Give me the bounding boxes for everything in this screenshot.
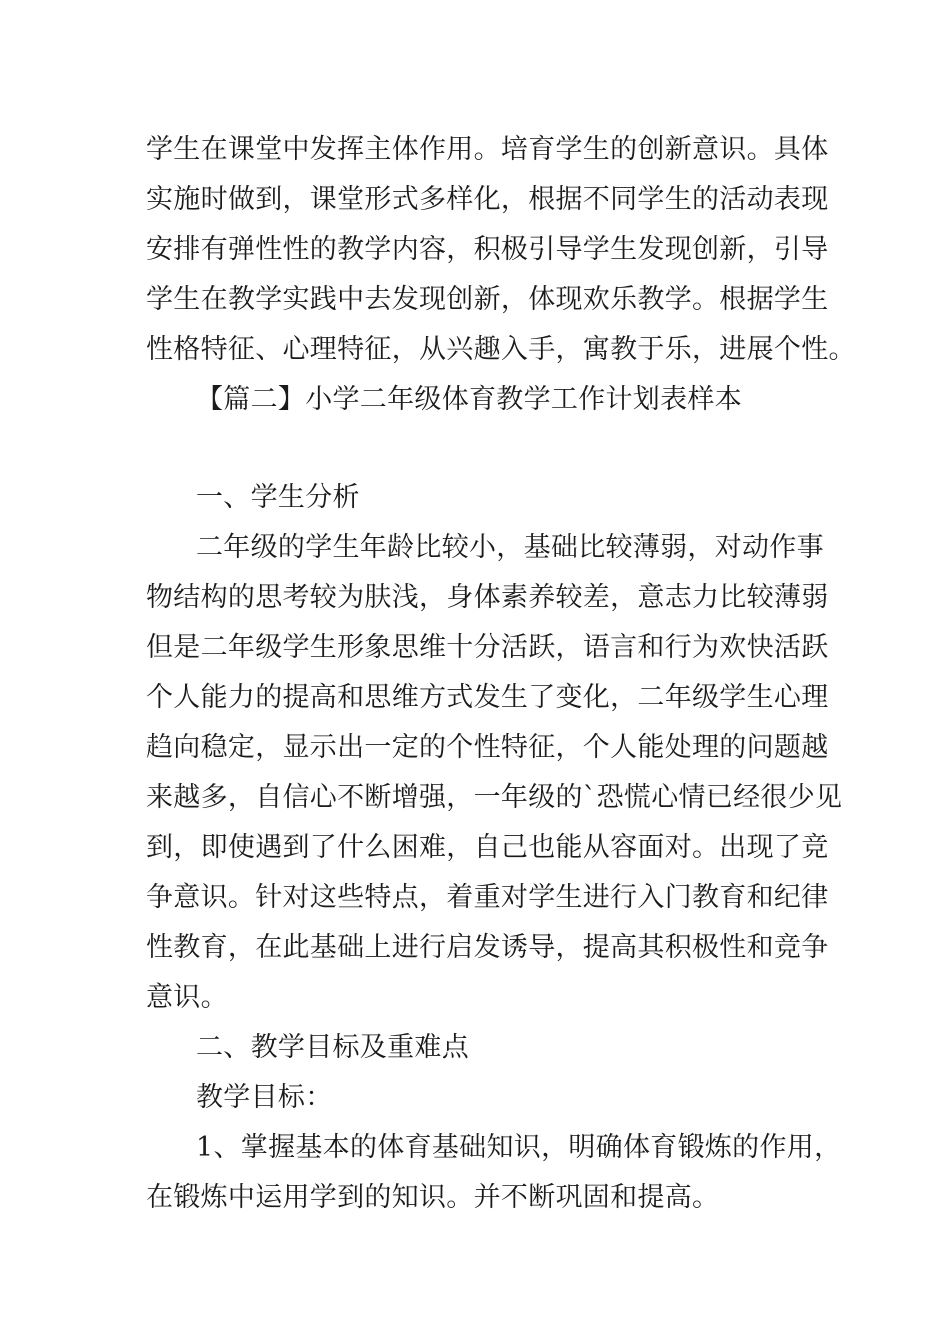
subheading-teaching-goals: 教学目标： <box>196 1082 333 1113</box>
paragraph-2-line: 性教育，在此基础上进行启发诱导，提高其积极性和竞争 <box>146 932 829 963</box>
heading-teaching-goals: 二、教学目标及重难点 <box>196 1032 469 1063</box>
paragraph-1-line: 实施时做到，课堂形式多样化，根据不同学生的活动表现 <box>146 184 829 215</box>
paragraph-2-line: 争意识。针对这些特点，着重对学生进行入门教育和纪律 <box>146 882 829 913</box>
paragraph-2-line: 物结构的思考较为肤浅，身体素养较差，意志力比较薄弱 <box>146 582 829 613</box>
paragraph-3-line: 1、掌握基本的体育基础知识，明确体育锻炼的作用， <box>196 1132 842 1163</box>
paragraph-2-line: 但是二年级学生形象思维十分活跃，语言和行为欢快活跃 <box>146 632 829 663</box>
paragraph-1-line: 学生在课堂中发挥主体作用。培育学生的创新意识。具体 <box>146 134 829 165</box>
paragraph-2-line: 来越多，自信心不断增强，一年级的`恐慌心情已经很少见 <box>146 782 843 813</box>
paragraph-2-line: 趋向稳定，显示出一定的个性特征，个人能处理的问题越 <box>146 732 829 763</box>
paragraph-3-line: 在锻炼中运用学到的知识。并不断巩固和提高。 <box>146 1182 720 1213</box>
paragraph-1-line: 性格特征、心理特征，从兴趣入手，寓教于乐，进展个性。 <box>146 334 856 365</box>
paragraph-2-line: 二年级的学生年龄比较小，基础比较薄弱，对动作事 <box>196 532 824 563</box>
paragraph-2-line: 意识。 <box>146 982 228 1013</box>
heading-student-analysis: 一、学生分析 <box>196 482 360 513</box>
section-title: 【篇二】小学二年级体育教学工作计划表样本 <box>196 384 742 415</box>
paragraph-2-line: 到，即使遇到了什么困难，自己也能从容面对。出现了竞 <box>146 832 829 863</box>
paragraph-1-line: 学生在教学实践中去发现创新，体现欢乐教学。根据学生 <box>146 284 829 315</box>
paragraph-2-line: 个人能力的提高和思维方式发生了变化，二年级学生心理 <box>146 682 829 713</box>
paragraph-1-line: 安排有弹性性的教学内容，积极引导学生发现创新，引导 <box>146 234 829 265</box>
